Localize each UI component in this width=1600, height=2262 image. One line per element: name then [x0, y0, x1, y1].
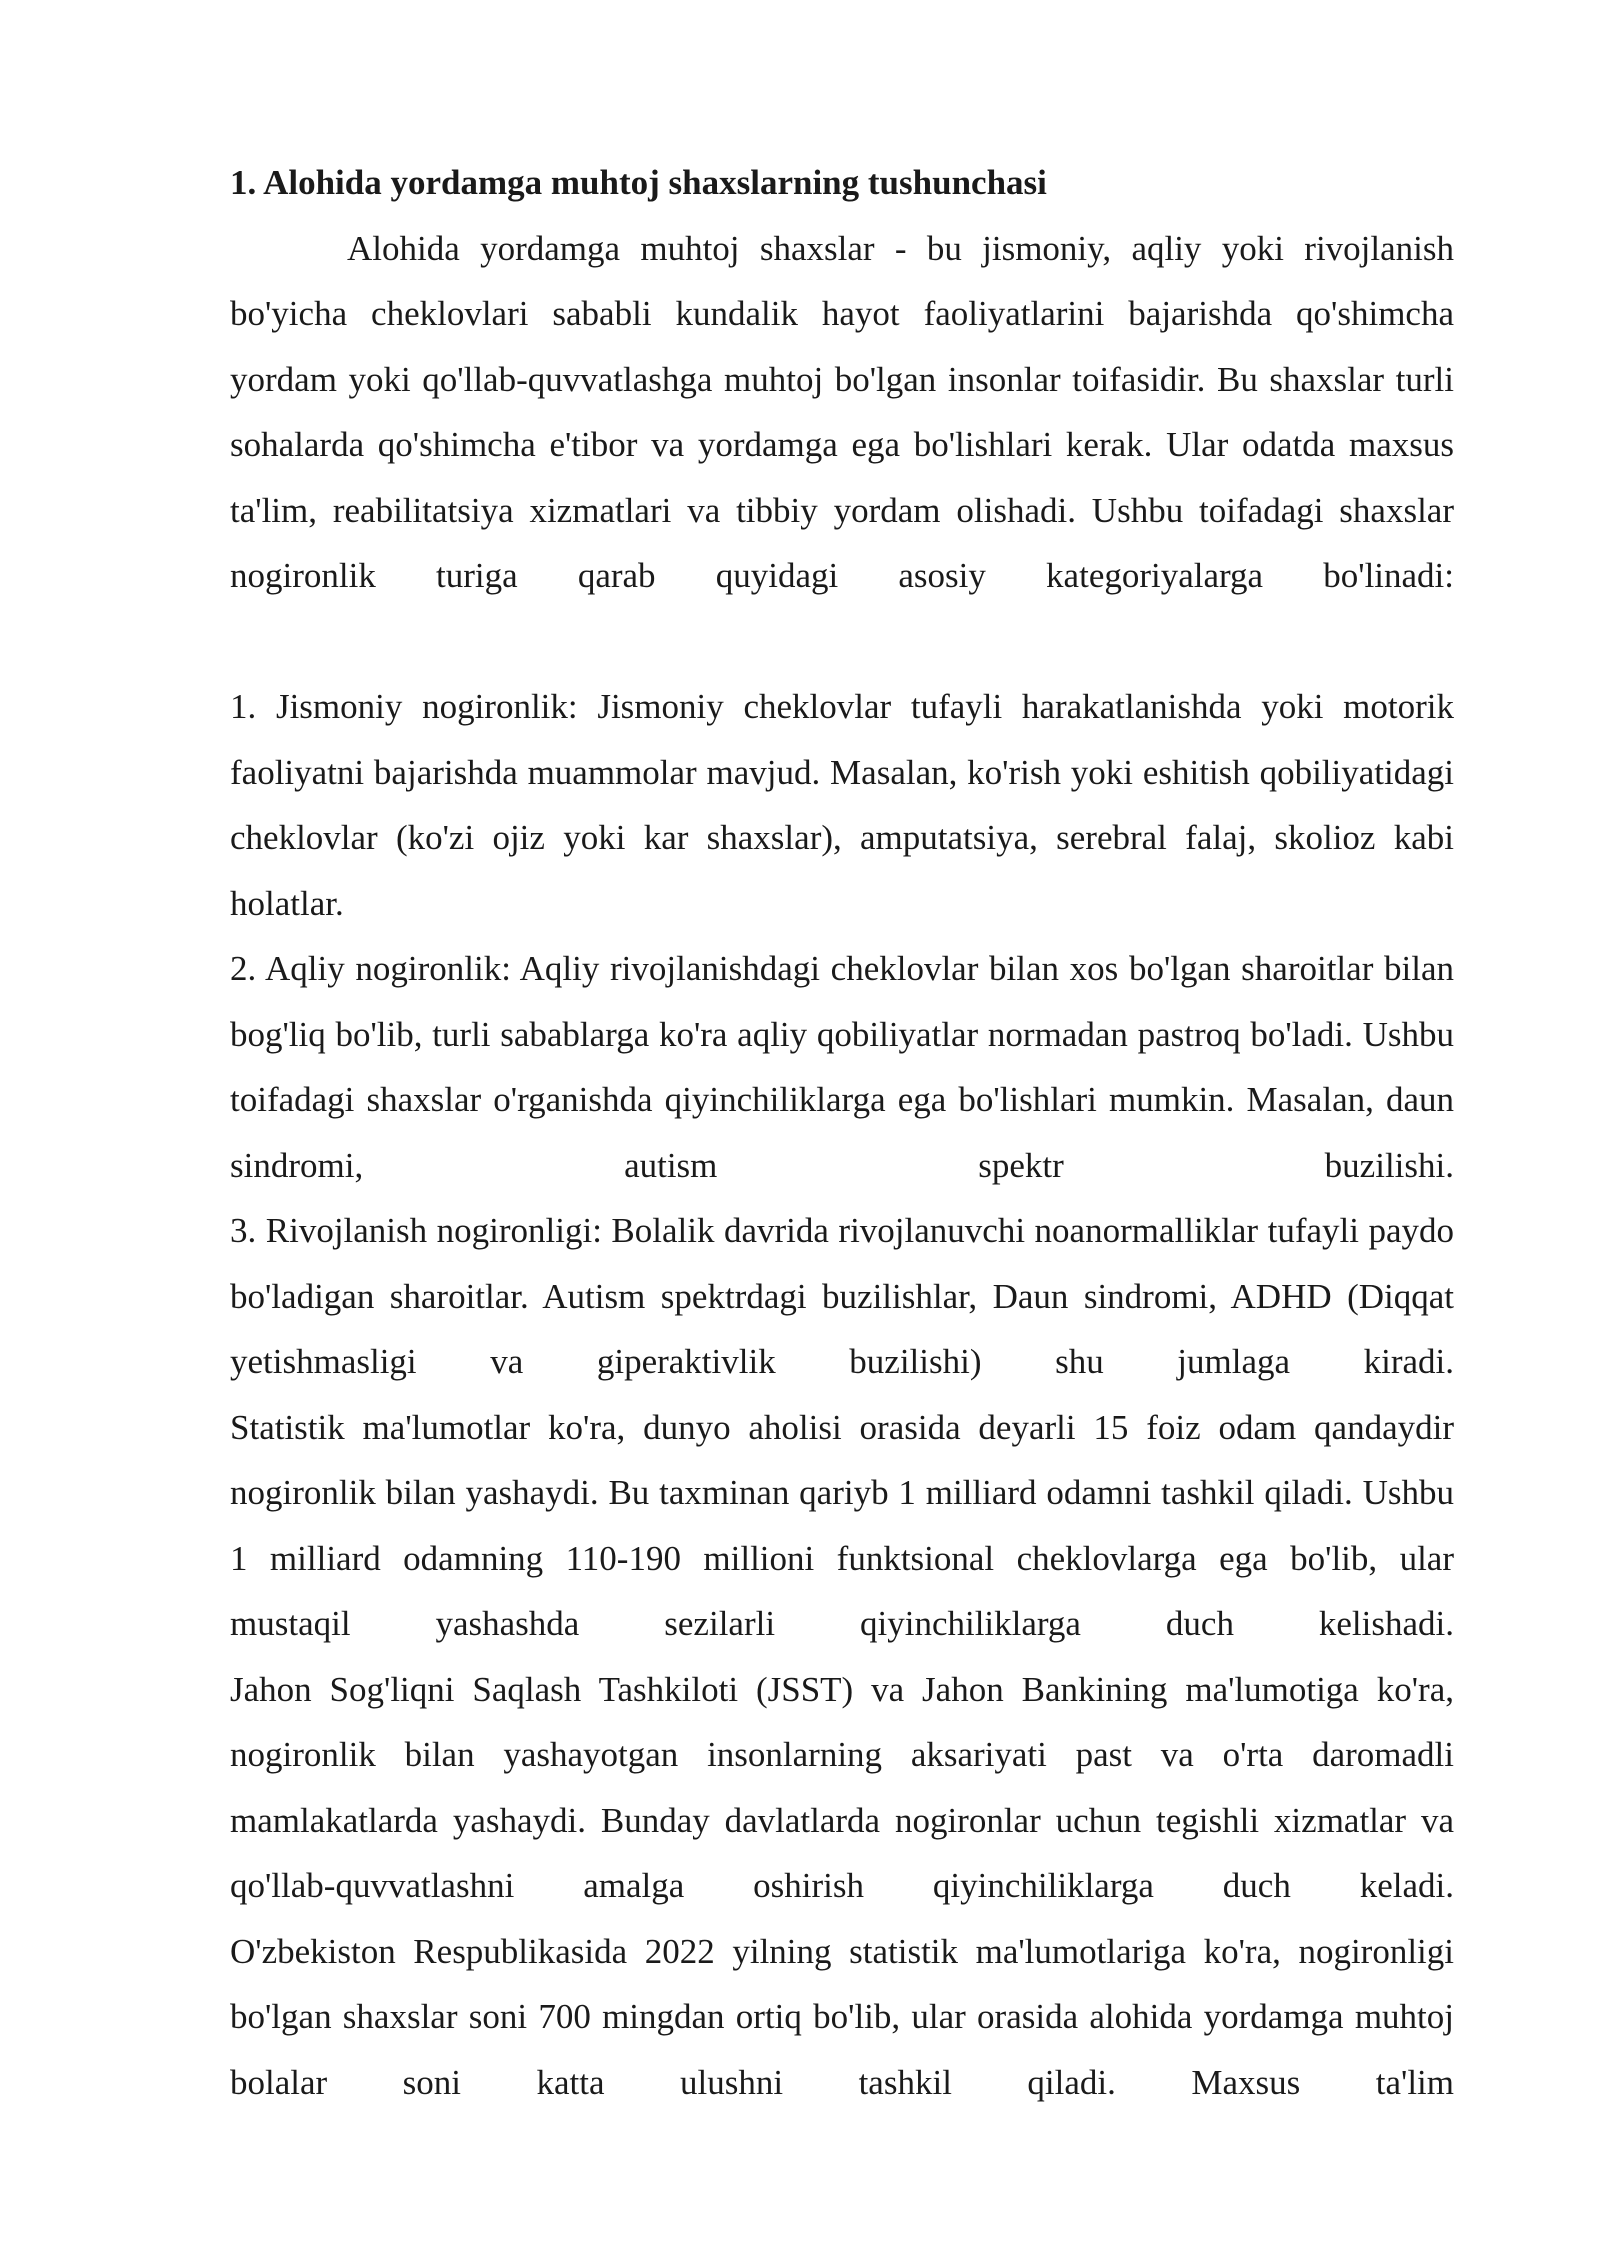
list-item-developmental-disability: 3. Rivojlanish nogironligi: Bolalik davrida rivojlanuvchi noanormalliklar tufayli paydo bo'ladigan sharoitlar. Autism spektrdagi buzilishlar, Daun sindromi, ADHD (Diqqat yetishmasligi va giperaktivlik buzilishi) shu jumlaga kiradi.	[230, 1211, 1454, 1381]
blank-line	[230, 609, 1454, 675]
statistics-paragraph-uzbekistan: O'zbekiston Respublikasida 2022 yilning statistik ma'lumotlariga ko'ra, nogironligi bo'lgan shaxslar soni 700 mingdan ortiq bo'lib, ular orasida alohida yordamga muhtoj bolalar soni katta ulushni tashkil qiladi. Maxsus ta'lim	[230, 1931, 1454, 2102]
document-page	[230, 150, 1454, 2115]
statistics-paragraph-world: Statistik ma'lumotlar ko'ra, dunyo aholisi orasida deyarli 15 foiz odam qandaydir nogironlik bilan yashaydi. Bu taxminan qariyb 1 milliard odamni tashkil qiladi. Ushbu 1 milliard odamning 110-190 millioni funktsional cheklovlarga ega bo'lib, ular mustaqil yashashda sezilarli qiyinchiliklarga duch kelishadi.	[230, 1407, 1454, 1643]
statistics-paragraph-who: Jahon Sog'liqni Saqlash Tashkiloti (JSST) va Jahon Bankining ma'lumotiga ko'ra, nogironlik bilan yashayotgan insonlarning aksariyati past va o'rta daromadli mamlakatlarda yashaydi. Bunday davlatlarda nogironlar uchun tegishli xizmatlar va qo'llab-quvvatlashni amalga oshirish qiyinchiliklarga duch keladi.	[230, 1669, 1454, 1905]
intro-paragraph: Alohida yordamga muhtoj shaxslar - bu jismoniy, aqliy yoki rivojlanish bo'yicha cheklovlari sababli kundalik hayot faoliyatlarini bajarishda qo'shimcha yordam yoki qo'llab-quvvatlashga muhtoj bo'lgan insonlar toifasidir. Bu shaxslar turli sohalarda qo'shimcha e'tibor va yordamga ega bo'lishlari kerak. Ular odatda maxsus ta'lim, reabilitatsiya xizmatlari va tibbiy yordam olishadi. Ushbu toifadagi shaxslar nogironlik turiga qarab quyidagi asosiy kategoriyalarga bo'linadi:	[230, 228, 1454, 595]
list-item-physical-disability: 1. Jismoniy nogironlik: Jismoniy cheklovlar tufayli harakatlanishda yoki motorik faoliyatni bajarishda muammolar mavjud. Masalan, ko'rish yoki eshitish qobiliyatidagi cheklovlar (ko'zi ojiz yoki kar shaxslar), amputatsiya, serebral falaj, skolioz kabi holatlar.	[230, 687, 1454, 923]
section-heading: 1. Alohida yordamga muhtoj shaxslarning tushunchasi	[230, 163, 1047, 202]
list-item-intellectual-disability: 2. Aqliy nogironlik: Aqliy rivojlanishdagi cheklovlar bilan xos bo'lgan sharoitlar bilan bog'liq bo'lib, turli sabablarga ko'ra aqliy qobiliyatlar normadan pastroq bo'ladi. Ushbu toifadagi shaxslar o'rganishda qiyinchiliklarga ega bo'lishlari mumkin. Masalan, daun sindromi, autism spektr buzilishi.	[230, 949, 1454, 1185]
